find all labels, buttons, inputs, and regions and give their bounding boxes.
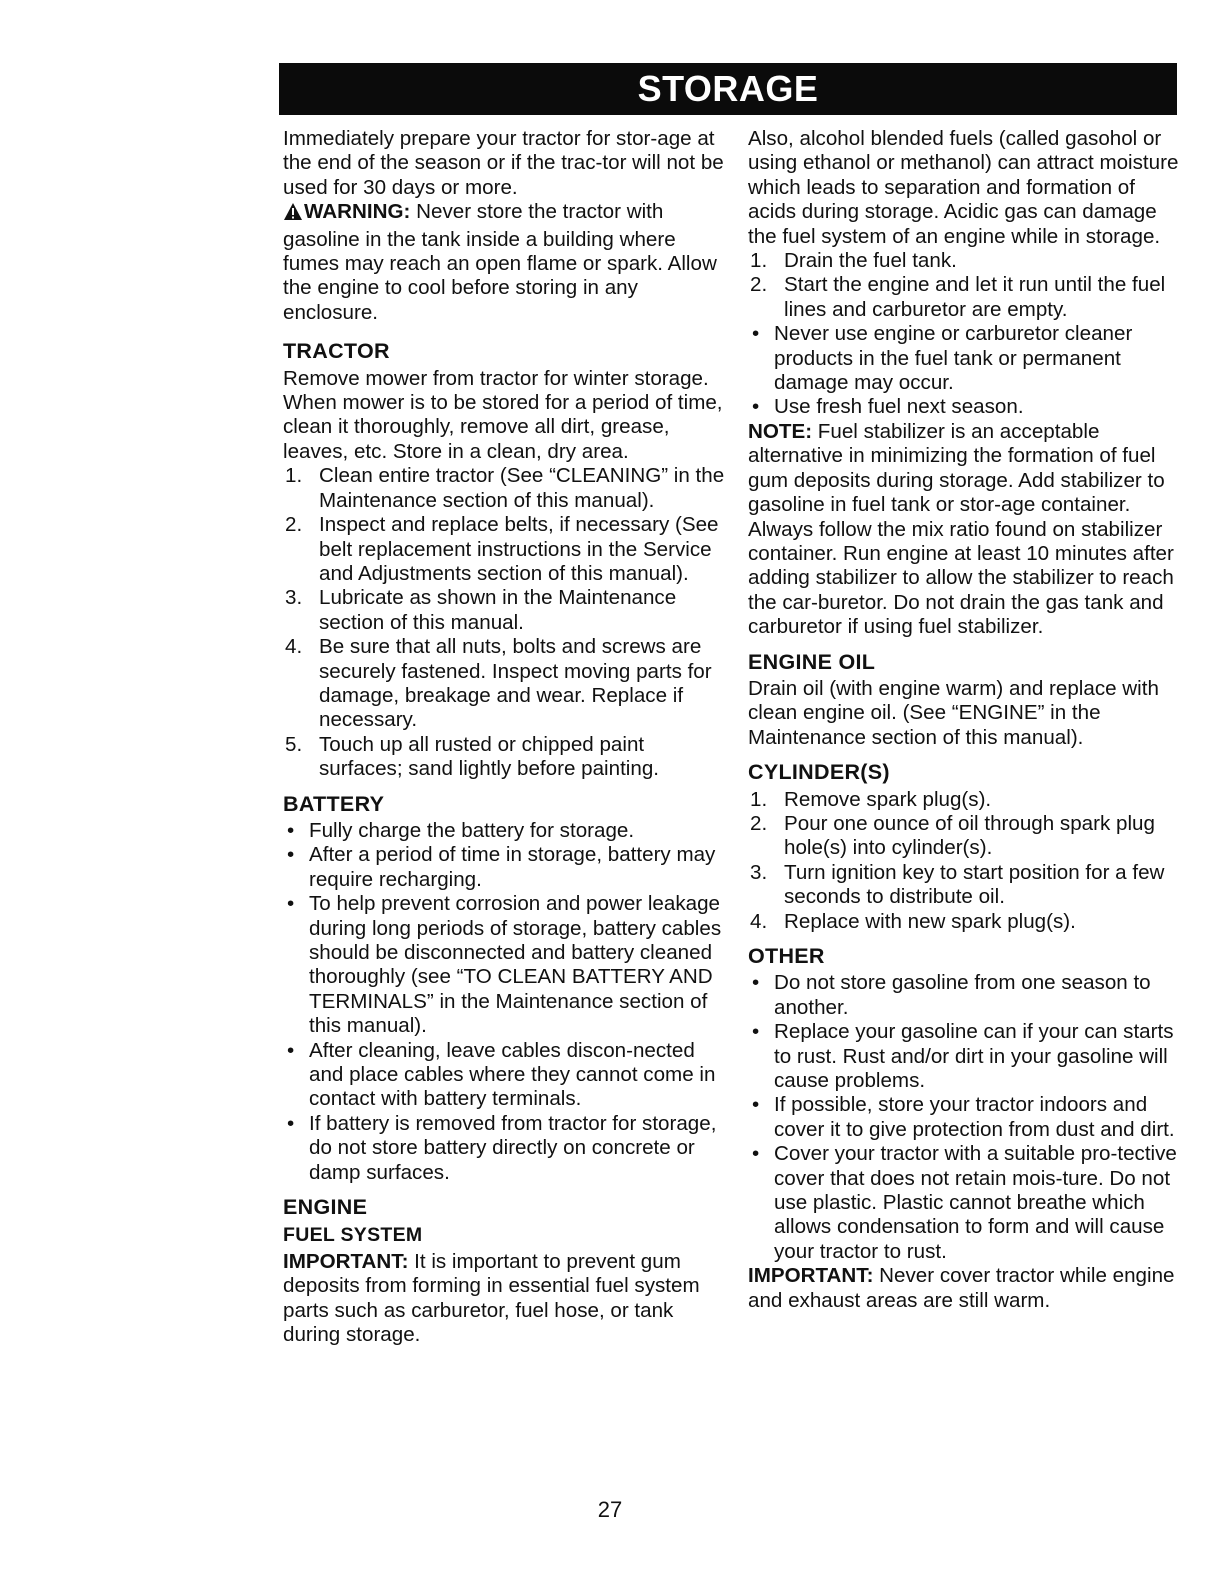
subheading-fuel-system: FUEL SYSTEM [283, 1224, 423, 1247]
note-paragraph: NOTE: Fuel stabilizer is an acceptable alternative in minimizing the formation of fuel gum deposits during storage. Add stabilizer to gasoline in fuel tank or stor-age container. Always follow the mix ratio found on stabilizer container. Run engine at least 10 minutes after adding stabilizer to allow the stabilizer to reach the car-buretor. Do not drain the gas tank and carburetor if using fuel stabilizer. [748, 419, 1174, 639]
list-item: • If battery is removed from tractor for storage, do not store battery directly on concrete or damp surfaces. [287, 1111, 717, 1184]
list-item: • After a period of time in storage, battery may require recharging. [287, 843, 716, 891]
tractor-paragraph: Remove mower from tractor for winter storage. When mower is to be stored for a period of time, clean it thoroughly, remove all dirt, grease, leaves, etc. Store in a clean, dry area. [283, 366, 723, 463]
list-item: • Cover your tractor with a suitable pro-tective cover that does not retain mois-ture. Do not use plastic. Plastic cannot breathe which allows condensation to form and will cause your tractor to rust. [752, 1142, 1177, 1263]
warning-text: Never store the tractor with gasoline in the tank inside a building where fumes may reach an open flame or spark. Allow the engine to cool before storing in any enclosure. [283, 200, 717, 324]
list-item: 2. Pour one ounce of oil through spark plug hole(s) into cylinder(s). [750, 811, 1155, 860]
section-heading-battery: BATTERY [283, 791, 385, 816]
important-paragraph: IMPORTANT: It is important to prevent gum deposits from forming in essential fuel system parts such as carburetor, fuel hose, or tank during storage. [283, 1249, 700, 1347]
page-number: 27 [597, 1497, 623, 1522]
list-item: • Never use engine or carburetor cleaner products in the fuel tank or permanent damage may occur. [752, 322, 1133, 395]
tractor-steps [283, 464, 733, 781]
engine-oil-paragraph: Drain oil (with engine warm) and replace with clean engine oil. (See “ENGINE” in the Maintenance section of this manual). [748, 676, 1159, 749]
list-item: 5. Touch up all rusted or chipped paint surfaces; sand lightly before painting. [285, 732, 659, 781]
list-item: • Replace your gasoline can if your can starts to rust. Rust and/or dirt in your gasoline will cause problems. [752, 1020, 1174, 1093]
cylinder-steps [748, 788, 1188, 934]
intro-paragraph: Immediately prepare your tractor for stor-age at the end of the season or if the trac-tor will not be used for 30 days or more. [283, 127, 724, 199]
list-item: 2. Start the engine and let it run until the fuel lines and carburetor are empty. [750, 273, 1166, 321]
fuel-bullets [748, 322, 1188, 420]
list-item: 2. Inspect and replace belts, if necessary (See belt replacement instructions in the Service and Adjustments section of this manual). [285, 513, 719, 585]
list-item: 4. Replace with new spark plug(s). [750, 909, 1076, 933]
warning-paragraph [283, 200, 733, 325]
left-column [283, 127, 733, 1348]
list-item: • Fully charge the battery for storage. [287, 818, 635, 842]
list-item: • If possible, store your tractor indoors and cover it to give protection from dust and dirt. [752, 1093, 1175, 1141]
section-heading-engine-oil: ENGINE OIL [748, 649, 876, 674]
list-item: • Use fresh fuel next season. [752, 395, 1024, 419]
list-item: • Do not store gasoline from one season to another. [752, 971, 1151, 1019]
right-column [748, 127, 1188, 1313]
section-heading-engine: ENGINE [283, 1195, 368, 1220]
section-heading-cylinders: CYLINDER(S) [748, 760, 890, 785]
other-bullets [748, 971, 1188, 1264]
list-item: 1. Remove spark plug(s). [750, 787, 992, 811]
important-paragraph: IMPORTANT: Never cover tractor while engine and exhaust areas are still warm. [748, 1264, 1175, 1312]
battery-bullets [283, 819, 733, 1185]
list-item: • To help prevent corrosion and power leakage during long periods of storage, battery cables should be disconnected and battery cleaned thoroughly (see “TO CLEAN BATTERY AND TERMINALS” in the Maintenance section of this manual). [287, 892, 722, 1038]
section-heading-tractor: TRACTOR [283, 339, 390, 364]
list-item: 4. Be sure that all nuts, bolts and screws are securely fastened. Inspect moving parts for damage, breakage and wear. Replace if necessary. [285, 635, 712, 732]
list-item: 3. Lubricate as shown in the Maintenance section of this manual. [285, 586, 677, 634]
list-item: 1. Drain the fuel tank. [750, 249, 957, 273]
fuel-paragraph: Also, alcohol blended fuels (called gasohol or using ethanol or methanol) can attract moisture which leads to separation and formation of acids during storage. Acidic gas can damage the fuel system of an engine while in storage. [748, 127, 1179, 248]
warning-triangle-icon [283, 202, 303, 227]
list-item: 3. Turn ignition key to start position for a few seconds to distribute oil. [750, 860, 1165, 909]
warning-label: WARNING: [304, 200, 411, 224]
page-title: STORAGE [279, 63, 1177, 115]
list-item: 1. Clean entire tractor (See “CLEANING” in the Maintenance section of this manual). [285, 464, 725, 512]
fuel-steps [748, 249, 1188, 322]
list-item: • After cleaning, leave cables discon-nected and place cables where they cannot come in contact with battery terminals. [287, 1038, 716, 1111]
section-heading-other: OTHER [748, 944, 825, 968]
